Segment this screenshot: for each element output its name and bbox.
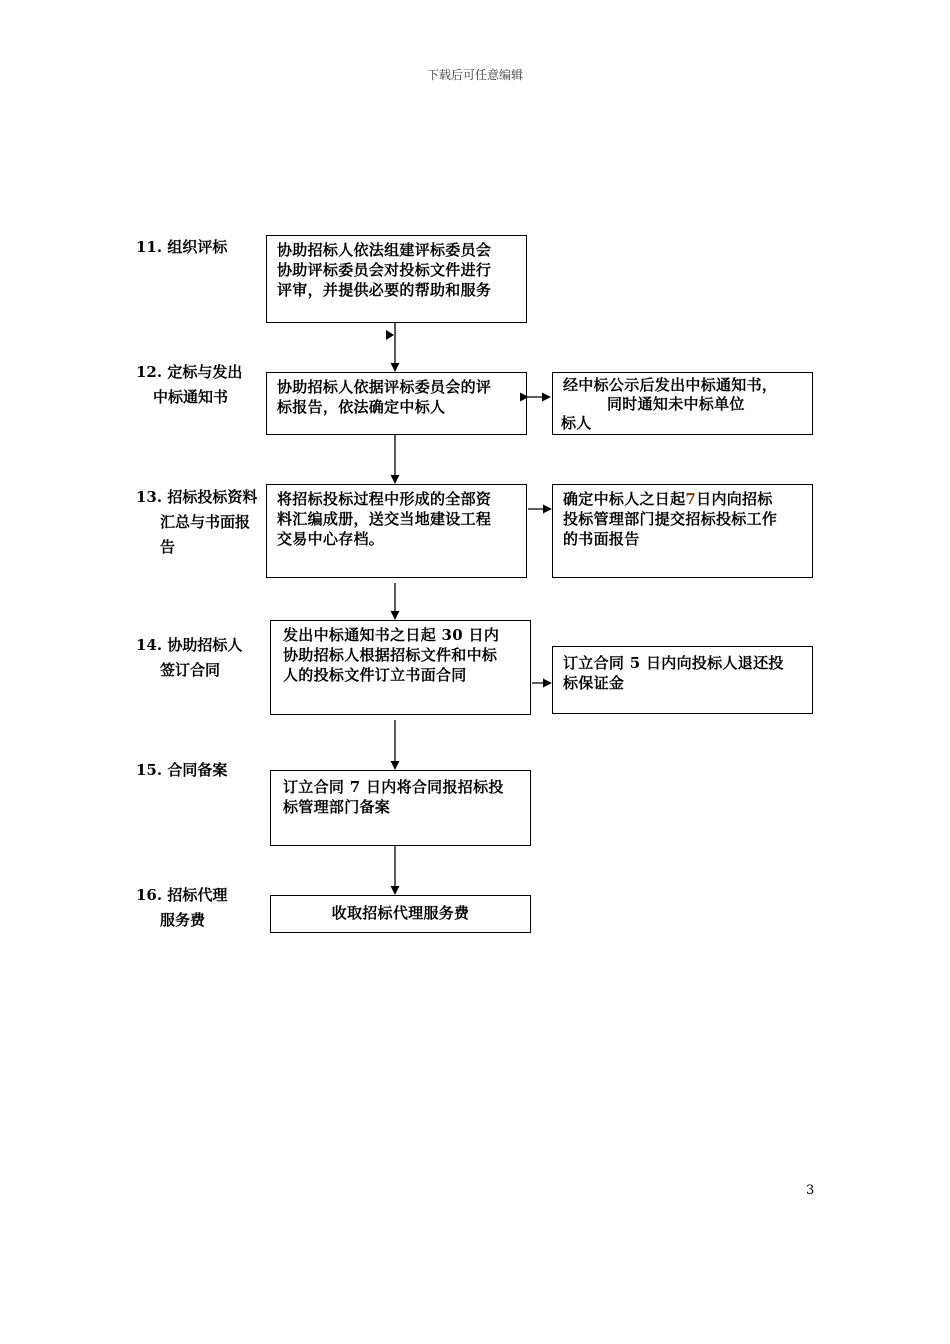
step-14-line2: 签订合同 <box>160 661 221 679</box>
box-15-line2: 标管理部门备案 <box>283 798 391 816</box>
box-15-line1: 订立合同 7 日内将合同报招标投 <box>283 778 504 796</box>
box-13r-line1-a: 确定中标人之日起 <box>563 490 686 508</box>
box-11-line2: 协助评标委员会对投标文件进行 <box>277 261 492 279</box>
box-13r-line2: 投标管理部门提交招标投标工作 <box>563 510 778 528</box>
box-11-line3: 评审，并提供必要的帮助和服务 <box>277 281 492 299</box>
box-12-line1: 协助招标人依据评标委员会的评 <box>277 378 492 396</box>
box-14r-line2: 标保证金 <box>563 674 625 692</box>
step-11-text: 11. 组织评标 <box>136 238 228 256</box>
box-12-line2: 标报告，依法确定中标人 <box>277 398 446 416</box>
box-14-line1: 发出中标通知书之日起 30 日内 <box>283 626 500 644</box>
arrow-11-side-marker <box>386 330 394 340</box>
box-13-line2: 料汇编成册，送交当地建设工程 <box>277 510 492 528</box>
step-13-line1: 13. 招标投标资料 <box>136 488 258 506</box>
box-11-line1: 协助招标人依法组建评标委员会 <box>277 241 492 259</box>
step-16-line1: 16. 招标代理 <box>136 886 228 904</box>
box-16-line1: 收取招标代理服务费 <box>331 904 470 922</box>
box-14-line2: 协助招标人根据招标文件和中标 <box>283 646 498 664</box>
box-13-line1: 将招标投标过程中形成的全部资 <box>277 490 492 508</box>
box-13-line3: 交易中心存档。 <box>277 530 385 548</box>
step-12-line2: 中标通知书 <box>153 388 229 406</box>
page-number: 3 <box>806 1183 815 1198</box>
box-13r-line1-b: 日内向招标 <box>696 490 773 508</box>
step-14-line1: 14. 协助招标人 <box>136 636 243 654</box>
box-12r-line3: 标人 <box>561 414 592 432</box>
box-12r-line1: 经中标公示后发出中标通知书， <box>563 376 778 394</box>
box-14-line3: 人的投标文件订立书面合同 <box>283 666 467 684</box>
box-12r-line2: 同时通知未中标单位 <box>607 395 745 413</box>
step-13-line2: 汇总与书面报 <box>160 513 251 531</box>
box-14r-line1: 订立合同 5 日内向投标人退还投 <box>563 654 784 672</box>
step-12-line1: 12. 定标与发出 <box>136 363 243 381</box>
step-16-line2: 服务费 <box>160 911 206 929</box>
box-13r-line3: 的书面报告 <box>563 530 640 548</box>
page-header: 下载后可任意编辑 <box>426 68 523 82</box>
box-13r-line1-num: 7 <box>685 490 697 508</box>
step-15-text: 15. 合同备案 <box>136 761 228 779</box>
step-13-line3: 告 <box>160 538 176 556</box>
